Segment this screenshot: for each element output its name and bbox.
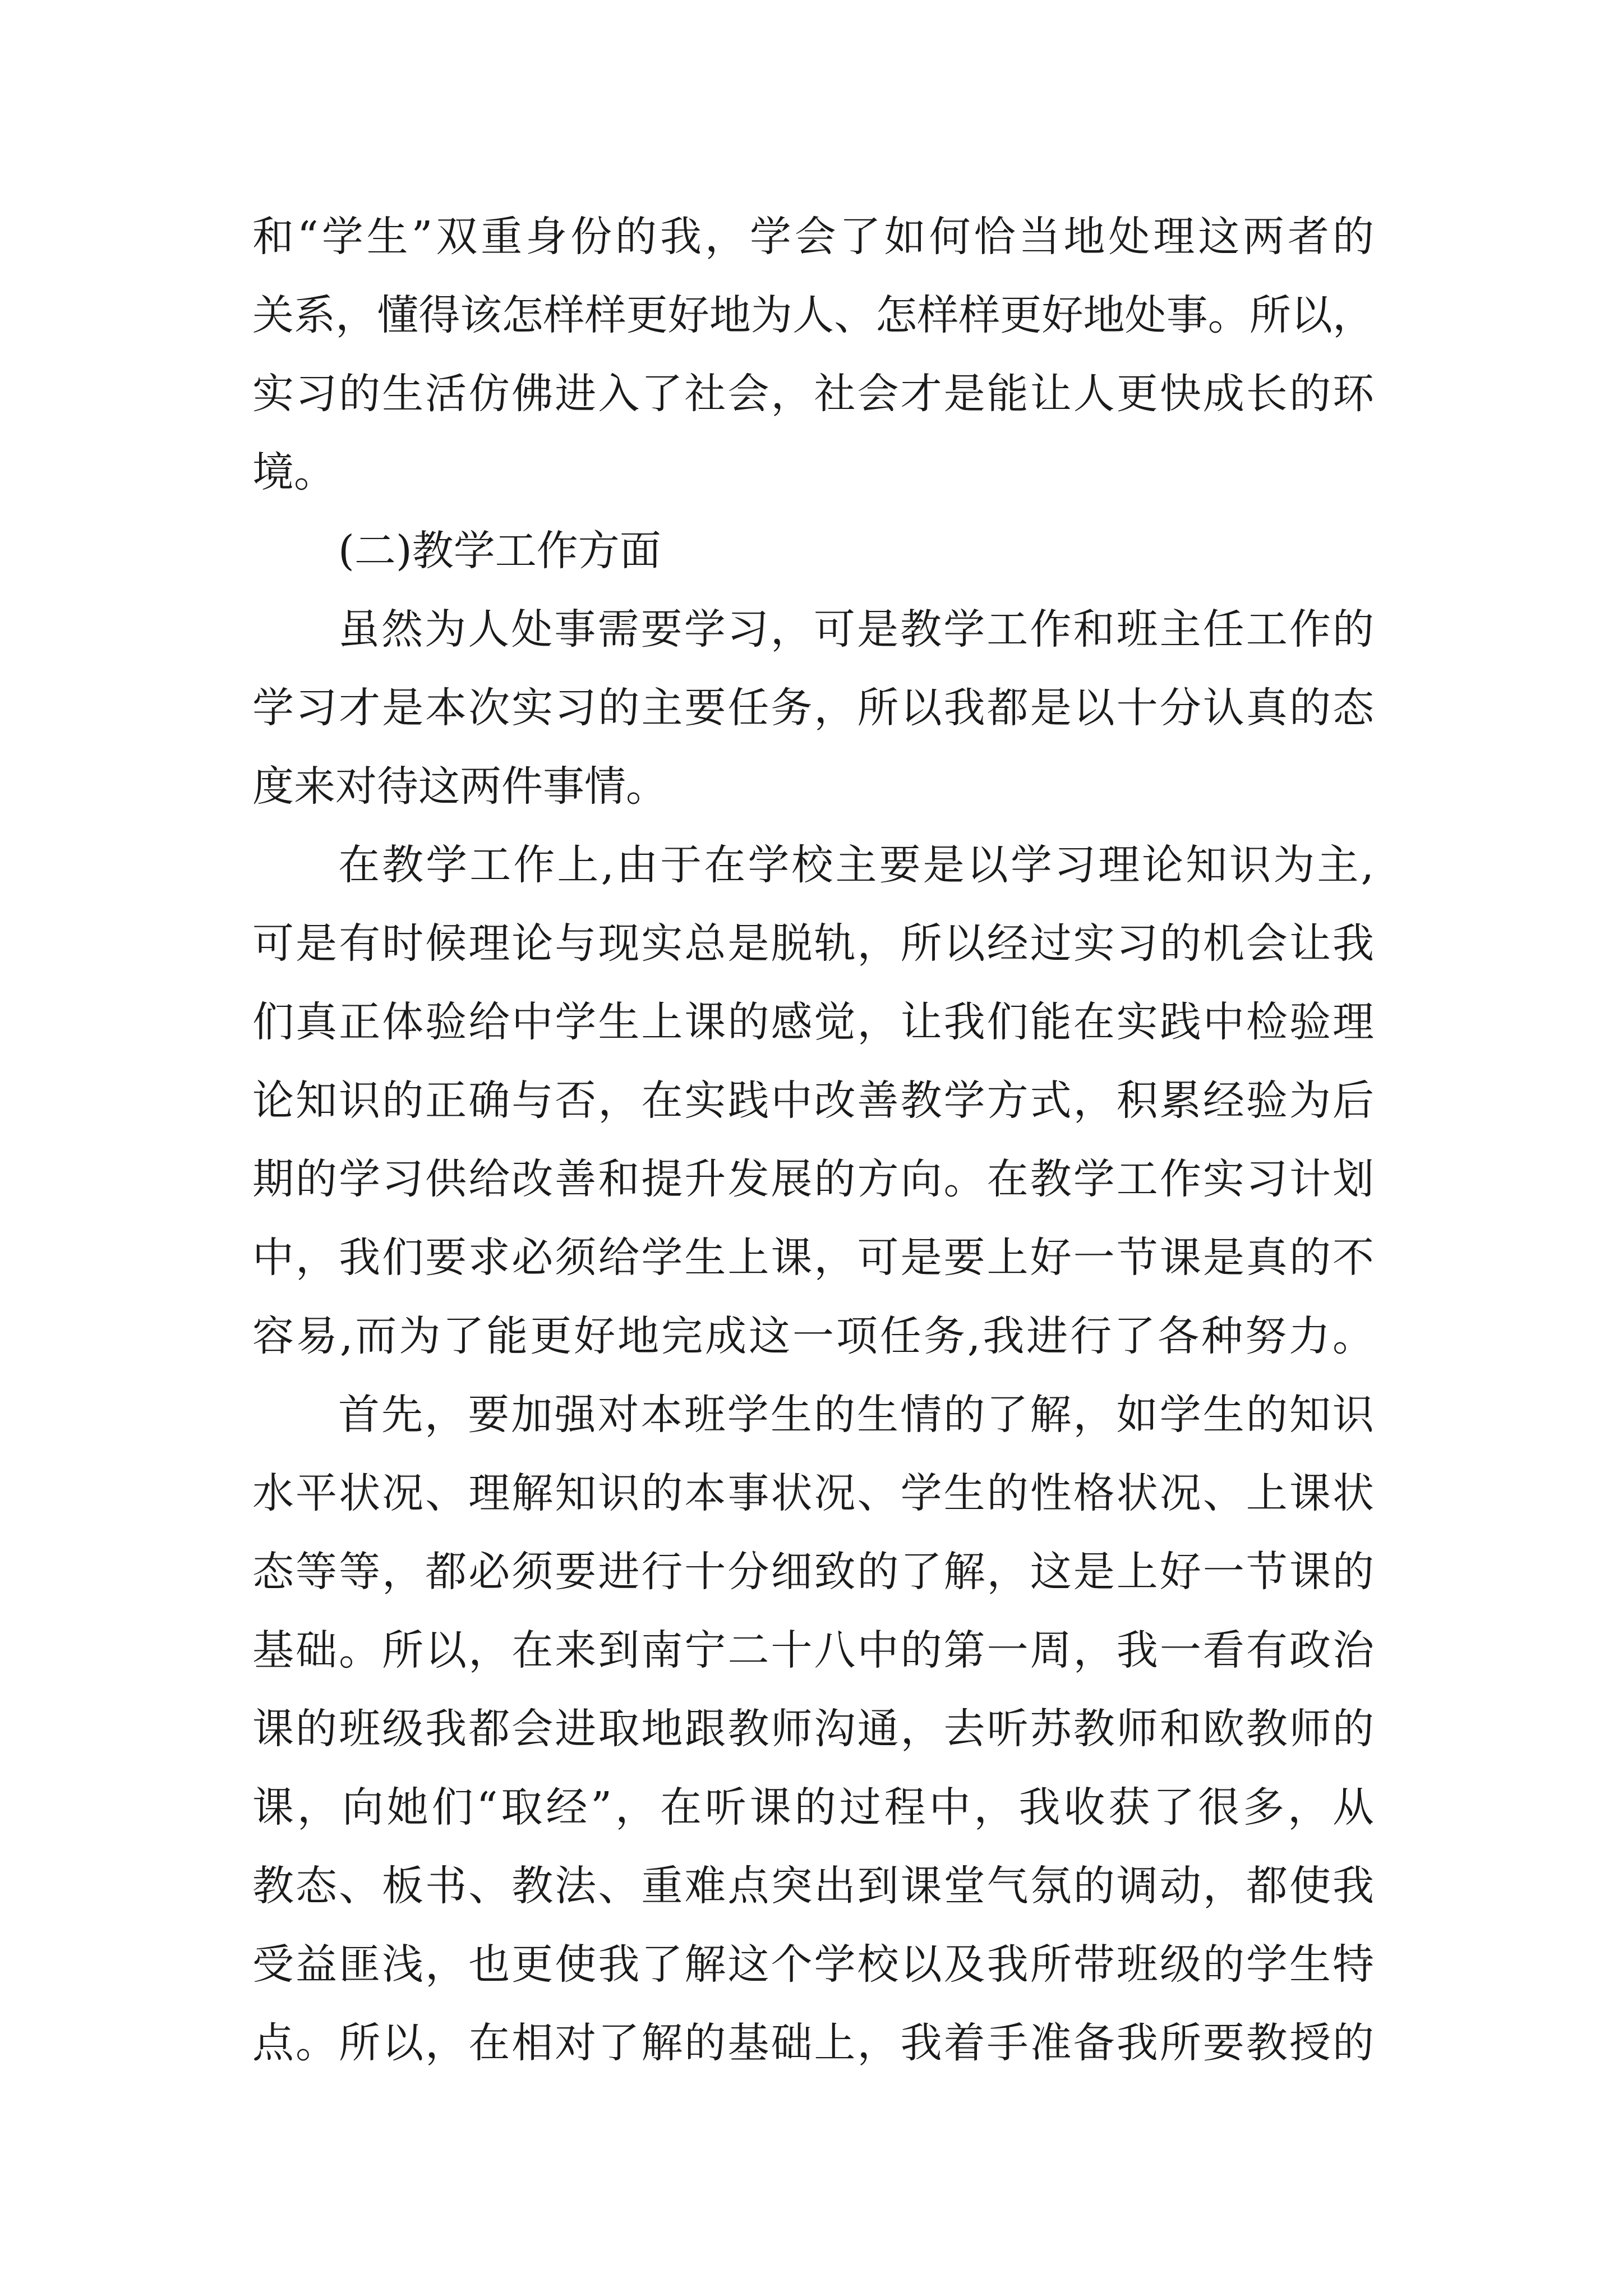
text-line-18: 态等等，都必须要进行十分细致的了解，这是上好一节课的 bbox=[252, 1548, 1374, 1596]
text-line-20: 课的班级我都会进取地跟教师沟通，去听苏教师和欧教师的 bbox=[252, 1705, 1374, 1753]
text-line-15: 容易,而为了能更好地完成这一项任务,我进行了各种努力。 bbox=[252, 1312, 1374, 1360]
text-line-2: 关系，懂得该怎样样更好地为人、怎样样更好地处事。所以， bbox=[252, 291, 1374, 339]
text-line-16: 首先，要加强对本班学生的生情的了解，如学生的知识 bbox=[338, 1391, 1374, 1439]
text-line-1: 和“学生”双重身份的我，学会了如何恰当地处理这两者的 bbox=[252, 213, 1374, 261]
text-line-13: 期的学习供给改善和提升发展的方向。在教学工作实习计划 bbox=[252, 1155, 1374, 1203]
text-line-14: 中，我们要求必须给学生上课，可是要上好一节课是真的不 bbox=[252, 1234, 1374, 1282]
text-line-12: 论知识的正确与否，在实践中改善教学方式，积累经验为后 bbox=[252, 1076, 1374, 1125]
text-line-3: 实习的生活仿佛进入了社会，社会才是能让人更快成长的环 bbox=[252, 370, 1374, 418]
section-heading: (二)教学工作方面 bbox=[338, 527, 661, 575]
text-line-8: 度来对待这两件事情。 bbox=[252, 762, 667, 811]
text-line-10: 可是有时候理论与现实总是脱轨，所以经过实习的机会让我 bbox=[252, 919, 1374, 968]
text-line-22: 教态、板书、教法、重难点突出到课堂气氛的调动，都使我 bbox=[252, 1862, 1374, 1910]
text-line-24: 点。所以，在相对了解的基础上，我着手准备我所要教授的 bbox=[252, 2019, 1374, 2067]
text-line-19: 基础。所以，在来到南宁二十八中的第一周，我一看有政治 bbox=[252, 1626, 1374, 1674]
text-line-7: 学习才是本次实习的主要任务，所以我都是以十分认真的态 bbox=[252, 684, 1374, 732]
text-line-9: 在教学工作上,由于在学校主要是以学习理论知识为主, bbox=[338, 841, 1374, 889]
text-line-11: 们真正体验给中学生上课的感觉，让我们能在实践中检验理 bbox=[252, 998, 1374, 1046]
text-line-17: 水平状况、理解知识的本事状况、学生的性格状况、上课状 bbox=[252, 1469, 1374, 1517]
text-line-23: 受益匪浅，也更使我了解这个学校以及我所带班级的学生特 bbox=[252, 1940, 1374, 1989]
text-line-4: 境。 bbox=[252, 448, 335, 496]
text-line-6: 虽然为人处事需要学习，可是教学工作和班主任工作的 bbox=[338, 605, 1374, 654]
text-line-21: 课，向她们“取经”，在听课的过程中，我收获了很多，从 bbox=[252, 1783, 1374, 1832]
